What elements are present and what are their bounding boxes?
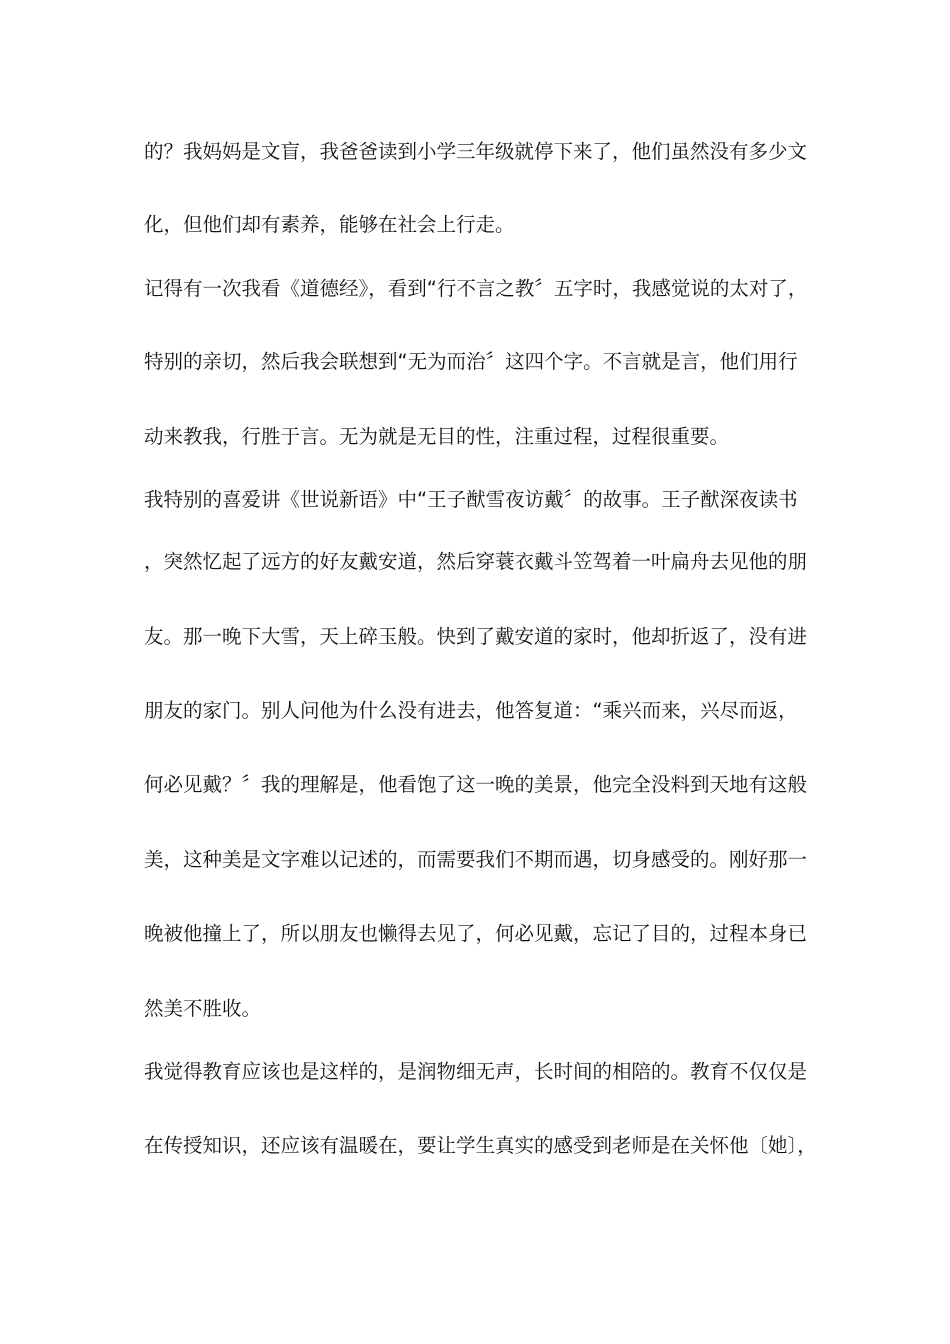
text-line: 动来教我，行胜于言。无为就是无目的性，注重过程，过程很重要。 [144, 425, 730, 448]
text-line: 友。那一晚下大雪，天上碎玉般。快到了戴安道的家时，他却折返了，没有进 [144, 625, 808, 648]
text-line: ，突然忆起了远方的好友戴安道，然后穿蓑衣戴斗笠驾着一叶扁舟去见他的朋 [144, 550, 808, 573]
text-line: 化，但他们却有素养，能够在社会上行走。 [144, 213, 515, 236]
text-line: 我特别的喜爱讲《世说新语》中“王子猷雪夜访戴〞的故事。王子猷深夜读书 [144, 488, 798, 511]
text-line: 我觉得教育应该也是这样的，是润物细无声，长时间的相陪的。教育不仅仅是 [144, 1060, 808, 1083]
text-line: 何必见戴？〞我的理解是，他看饱了这一晚的美景，他完全没料到天地有这般 [144, 773, 808, 796]
text-line: 朋友的家门。别人问他为什么没有进去，他答复道：“乘兴而来，兴尽而返， [144, 699, 798, 722]
text-line: 记得有一次我看《道德经》，看到“行不言之教〞五字时，我感觉说的太对了， [144, 277, 808, 300]
text-line: 然美不胜收。 [144, 997, 262, 1020]
text-line: 美，这种美是文字难以记述的，而需要我们不期而遇，切身感受的。刚好那一 [144, 848, 808, 871]
text-line: 特别的亲切，然后我会联想到“无为而治〞这四个字。不言就是言，他们用行 [144, 350, 798, 373]
text-line: 晚被他撞上了，所以朋友也懒得去见了，何必见戴，忘记了目的，过程本身已 [144, 922, 808, 945]
text-line: 在传授知识，还应该有温暖在，要让学生真实的感受到老师是在关怀他〔她〕， [144, 1134, 817, 1157]
text-line: 的？我妈妈是文盲，我爸爸读到小学三年级就停下来了，他们虽然没有多少文 [144, 140, 808, 163]
